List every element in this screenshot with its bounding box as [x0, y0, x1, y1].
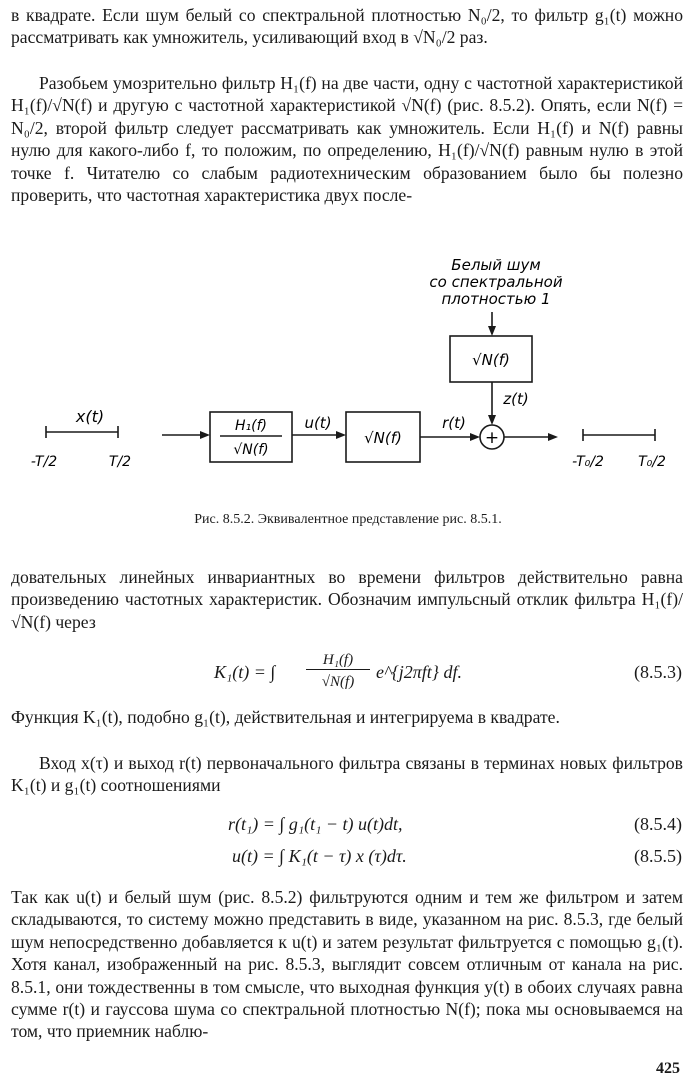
- paragraph-1: в квадрате. Если шум белый со спектральной плотностью N₀/2, то фильтр g₁(t) можно рассматривать как умножитель, усиливающий вход в √N₀/2 раз.: [11, 5, 683, 48]
- output-left-tick-label: -T₀/2: [572, 454, 604, 470]
- equation-8-5-5: [0, 846, 696, 876]
- adder-symbol: +: [484, 428, 500, 448]
- input-left-tick-label: -T/2: [30, 454, 58, 470]
- figure-caption: Рис. 8.5.2. Эквивалентное представление рис. 8.5.1.: [194, 512, 502, 527]
- signal-r-label: r(t): [442, 414, 466, 432]
- eq1-fraction-bottom: √N(f): [321, 674, 355, 690]
- output-right-tick-label: T₀/2: [638, 454, 666, 470]
- paragraph-6: Так как u(t) и белый шум (рис. 8.5.2) фильтруются одним и тем же фильтром и затем складываются, то систему можно представить в виде, указанном на рис. 8.5.3, где белый шум непосредственно добавляется к u(t) и затем результат фильтруется с помощью g₁(t). Хотя канал, изображенный на рис. 8.5.3, выглядит совсем отличным от канала на рис. 8.5.1, они тождественны в том смысле, что выходная функция y(t) в обоих случаях равна сумме r(t) и гауссова шума со спектральной плотностью N(f); пока мы основываемся на том, что приемник наблю-: [11, 887, 683, 1042]
- eq2-body: r(t₁) = ∫ g₁(t₁ − t) u(t)dt,: [228, 814, 403, 834]
- block-diagram: [0, 250, 696, 506]
- noise-filter-label: √N(f): [472, 351, 510, 369]
- input-signal-label: x(t): [75, 407, 105, 426]
- eq1-fraction-top: H₁(f): [306, 652, 370, 670]
- filter1-denominator: √N(f): [233, 442, 269, 458]
- paragraph-3: довательных линейных инвариантных во времени фильтров действительно равна произведению частотных характеристик. Обозначим импульсный отклик фильтра H₁(f)/√N(f) через: [11, 567, 683, 632]
- paragraph-4: Функция K₁(t), подобно g₁(t), действительная и интегрируема в квадрате.: [11, 707, 560, 727]
- paragraph-5: Вход x(τ) и выход r(t) первоначального фильтра связаны в терминах новых фильтров K₁(t) и g₁(t) соотношениями: [11, 753, 683, 796]
- equation-8-5-3: [0, 652, 696, 696]
- noise-label-line-1: Белый шум: [451, 256, 541, 274]
- noise-label-line-2: со спектральной: [429, 273, 563, 291]
- input-right-tick-label: T/2: [108, 454, 132, 470]
- filter1-numerator: H₁(f): [235, 418, 267, 434]
- signal-z-label: z(t): [503, 390, 529, 408]
- eq1-rhs: e^{j2πft} df.: [376, 662, 463, 682]
- eq2-number: (8.5.4): [634, 814, 682, 834]
- filter2-label: √N(f): [364, 429, 402, 447]
- equation-8-5-4: [0, 814, 696, 844]
- page-number: 425: [656, 1060, 680, 1077]
- eq3-number: (8.5.5): [634, 846, 682, 866]
- eq1-lhs: K₁(t) = ∫: [214, 662, 276, 682]
- signal-u-label: u(t): [304, 414, 332, 432]
- noise-label-line-3: плотностью 1: [441, 290, 551, 308]
- eq1-number: (8.5.3): [634, 662, 682, 682]
- eq3-body: u(t) = ∫ K₁(t − τ) x (τ)dτ.: [232, 846, 407, 866]
- paragraph-2: Разобьем умозрительно фильтр H₁(f) на две части, одну с частотной характеристикой H₁(f)/√N(f) и другую с частотной характеристикой √N(f) (рис. 8.5.2). Опять, если N(f) = N₀/2, второй фильтр следует рассматривать как умножитель. Если H₁(f) и N(f) равны нулю для какого-либо f, то положим, по определению, H₁(f)/√N(f) равным нулю в этой точке f. Читателю со слабым радиотехническим образованием было бы полезно проверить, что частотная характеристика двух после-: [11, 73, 683, 206]
